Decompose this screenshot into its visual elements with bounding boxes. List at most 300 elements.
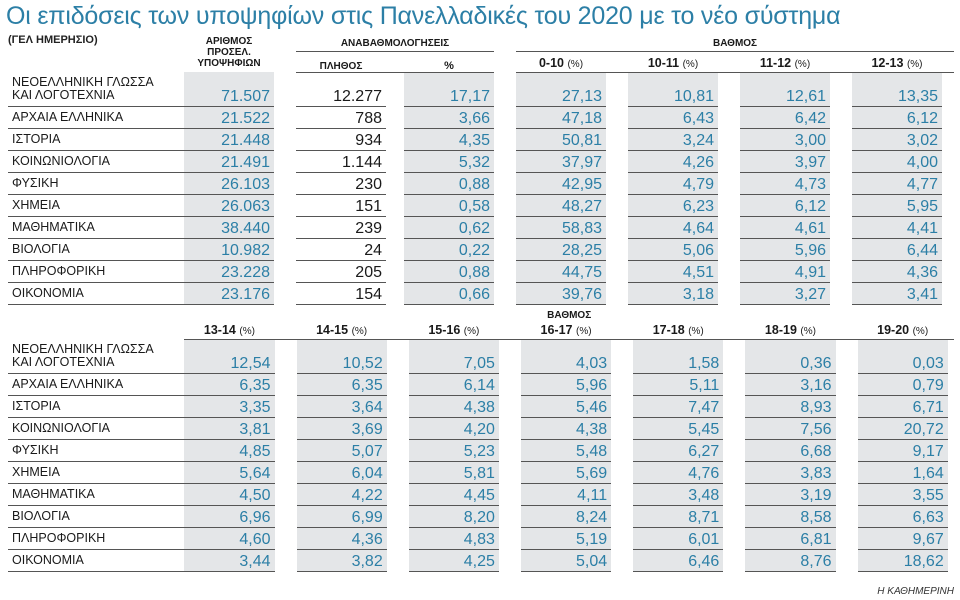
column-gap: [386, 194, 404, 216]
column-gap: [275, 550, 297, 572]
column-gap: [836, 323, 858, 340]
column-gap: [499, 462, 521, 484]
candidates-cell: 21.522: [184, 106, 274, 128]
column-gap: [948, 396, 954, 418]
subject-label: ΠΛΗΡΟΦΟΡΙΚΗ: [8, 528, 184, 550]
column-gap: [948, 418, 954, 440]
column-gap: [942, 194, 954, 216]
column-gap: [386, 172, 404, 194]
grade-pct-cell: 6,23: [628, 194, 718, 216]
grade-pct-cell: 27,13: [516, 72, 606, 106]
grade-pct-cell: 4,03: [521, 340, 611, 374]
column-gap: [386, 238, 404, 260]
grade-pct-cell: 4,77: [852, 172, 942, 194]
column-gap: [718, 172, 740, 194]
column-gap: [499, 418, 521, 440]
grade-pct-cell: 6,68: [745, 440, 835, 462]
grade-pct-cell: 7,47: [633, 396, 723, 418]
column-gap: [274, 150, 296, 172]
grade-pct-cell: 3,55: [858, 484, 948, 506]
candidates-cell: 71.507: [184, 72, 274, 106]
subject-label: ΙΣΤΟΡΙΑ: [8, 128, 184, 150]
subject-label: ΙΣΤΟΡΙΑ: [8, 396, 184, 418]
column-gap: [499, 506, 521, 528]
column-gap: [836, 340, 858, 374]
column-gap: [274, 106, 296, 128]
column-gap: [499, 340, 521, 374]
grade-pct-cell: 6,81: [745, 528, 835, 550]
table-row: [8, 484, 954, 506]
regrading-pct-cell: 5,32: [404, 150, 494, 172]
subject-label: ΜΑΘΗΜΑΤΙΚΑ: [8, 216, 184, 238]
column-gap: [942, 72, 954, 106]
table-bottom: [8, 310, 954, 572]
column-gap: [494, 172, 516, 194]
column-gap: [836, 396, 858, 418]
grade-pct-cell: 4,60: [184, 528, 274, 550]
grade-range-unit: (%): [800, 326, 816, 337]
grade-pct-cell: 4,22: [297, 484, 387, 506]
grade-pct-cell: 6,27: [633, 440, 723, 462]
grade-pct-cell: 6,42: [740, 106, 830, 128]
grade-range-header: [521, 323, 611, 340]
grade-pct-cell: 5,23: [409, 440, 499, 462]
column-gap: [275, 374, 297, 396]
grade-range-header: [184, 323, 274, 340]
grade-pct-cell: 1,64: [858, 462, 948, 484]
subject-label: ΒΙΟΛΟΓΙΑ: [8, 238, 184, 260]
column-gap: [942, 260, 954, 282]
column-gap: [718, 216, 740, 238]
column-gap: [611, 550, 633, 572]
grade-pct-cell: 6,44: [852, 238, 942, 260]
column-gap: [386, 260, 404, 282]
column-gap: [942, 238, 954, 260]
column-gap: [830, 238, 852, 260]
grade-range-unit: (%): [912, 326, 929, 337]
column-gap: [387, 506, 409, 528]
table-row: [8, 150, 954, 172]
grade-pct-cell: 0,79: [858, 374, 948, 396]
credit: Η ΚΑΘΗΜΕΡΙΝΗ: [877, 586, 954, 597]
table-row: [8, 506, 954, 528]
grade-range-label: 19-20: [877, 323, 910, 337]
grade-pct-cell: 5,64: [184, 462, 274, 484]
regrading-pct-cell: 0,62: [404, 216, 494, 238]
subject-label: ΧΗΜΕΙΑ: [8, 194, 184, 216]
grade-pct-cell: 4,64: [628, 216, 718, 238]
column-gap: [830, 72, 852, 106]
header-regrading: ΑΝΑΒΑΘΜΟΛΟΓΗΣΕΙΣ: [296, 36, 494, 52]
column-gap: [718, 282, 740, 304]
candidates-cell: 38.440: [184, 216, 274, 238]
grade-pct-cell: 6,12: [740, 194, 830, 216]
grade-pct-cell: 3,24: [628, 128, 718, 150]
column-gap: [386, 72, 404, 106]
grade-pct-cell: 12,54: [184, 340, 274, 374]
column-gap: [948, 340, 954, 374]
grade-pct-cell: 8,76: [745, 550, 835, 572]
subject-label: ΧΗΜΕΙΑ: [8, 462, 184, 484]
column-gap: [606, 150, 628, 172]
column-gap: [275, 506, 297, 528]
column-gap: [836, 440, 858, 462]
grade-pct-cell: 4,41: [852, 216, 942, 238]
grade-range-label: 12-13: [871, 55, 904, 70]
column-gap: [830, 52, 852, 72]
column-gap: [606, 282, 628, 304]
grade-pct-cell: 3,35: [184, 396, 274, 418]
grade-pct-cell: 3,82: [297, 550, 387, 572]
grade-pct-cell: 0,03: [858, 340, 948, 374]
subject-label: ΑΡΧΑΙΑ ΕΛΛΗΝΙΚΑ: [8, 106, 184, 128]
grade-pct-cell: 3,69: [297, 418, 387, 440]
grade-pct-cell: 3,44: [184, 550, 274, 572]
column-gap: [942, 52, 954, 72]
grade-range-header: [297, 323, 387, 340]
column-gap: [942, 282, 954, 304]
grade-pct-cell: 4,36: [297, 528, 387, 550]
column-gap: [606, 194, 628, 216]
grade-range-header: [858, 323, 948, 340]
column-gap: [611, 340, 633, 374]
column-gap: [274, 128, 296, 150]
grade-pct-cell: 4,83: [409, 528, 499, 550]
column-gap: [606, 128, 628, 150]
table-row: [8, 260, 954, 282]
column-gap: [611, 418, 633, 440]
column-gap: [611, 374, 633, 396]
column-gap: [606, 72, 628, 106]
grade-pct-cell: 37,97: [516, 150, 606, 172]
column-gap: [386, 128, 404, 150]
column-gap: [499, 528, 521, 550]
grade-pct-cell: 3,16: [745, 374, 835, 396]
grade-pct-cell: 5,96: [740, 238, 830, 260]
grade-range-label: 17-18: [652, 323, 685, 337]
grade-range-label: 18-19: [764, 323, 797, 337]
grade-pct-cell: 4,50: [184, 484, 274, 506]
table-row: [8, 550, 954, 572]
grade-pct-cell: 5,81: [409, 462, 499, 484]
header-percent: %: [404, 52, 494, 72]
column-gap: [723, 374, 745, 396]
column-gap: [274, 216, 296, 238]
grade-pct-cell: 4,61: [740, 216, 830, 238]
column-gap: [494, 282, 516, 304]
column-gap: [606, 238, 628, 260]
table-row: [8, 374, 954, 396]
column-gap: [723, 462, 745, 484]
column-gap: [611, 484, 633, 506]
subject-label: ΦΥΣΙΚΗ: [8, 440, 184, 462]
table-row: [8, 216, 954, 238]
grade-pct-cell: 6,12: [852, 106, 942, 128]
column-gap: [275, 462, 297, 484]
column-gap: [723, 418, 745, 440]
grade-pct-cell: 5,69: [521, 462, 611, 484]
column-gap: [942, 150, 954, 172]
grade-pct-cell: 3,81: [184, 418, 274, 440]
grade-pct-cell: 10,52: [297, 340, 387, 374]
column-gap: [274, 194, 296, 216]
column-gap: [387, 462, 409, 484]
column-gap: [948, 462, 954, 484]
column-gap: [494, 216, 516, 238]
column-gap: [942, 106, 954, 128]
grade-pct-cell: 3,18: [628, 282, 718, 304]
column-gap: [386, 282, 404, 304]
header-grade-1: ΒΑΘΜΟΣ: [516, 36, 954, 52]
regrading-count-cell: 934: [296, 128, 386, 150]
candidates-cell: 23.176: [184, 282, 274, 304]
header-grade-2: ΒΑΘΜΟΣ: [547, 310, 592, 321]
table-row: [8, 128, 954, 150]
column-gap: [723, 528, 745, 550]
column-gap: [499, 484, 521, 506]
grade-pct-cell: 6,43: [628, 106, 718, 128]
grade-pct-cell: 8,93: [745, 396, 835, 418]
grade-range-header: [409, 323, 499, 340]
grade-pct-cell: 3,83: [745, 462, 835, 484]
table-row: [8, 194, 954, 216]
grade-pct-cell: 6,46: [633, 550, 723, 572]
column-gap: [494, 238, 516, 260]
column-gap: [830, 260, 852, 282]
column-gap: [494, 194, 516, 216]
column-gap: [275, 340, 297, 374]
grade-range-label: 0-10: [538, 55, 564, 70]
grade-pct-cell: 4,25: [409, 550, 499, 572]
grade-pct-cell: 5,95: [852, 194, 942, 216]
column-gap: [942, 172, 954, 194]
regrading-pct-cell: 0,22: [404, 238, 494, 260]
column-gap: [942, 128, 954, 150]
column-gap: [387, 396, 409, 418]
grade-pct-cell: 6,35: [184, 374, 274, 396]
subject-label: ΠΛΗΡΟΦΟΡΙΚΗ: [8, 260, 184, 282]
table-row: [8, 106, 954, 128]
candidates-cell: 23.228: [184, 260, 274, 282]
grade-pct-cell: 4,11: [521, 484, 611, 506]
regrading-count-cell: 154: [296, 282, 386, 304]
subject-label: ΝΕΟΕΛΛΗΝΙΚΗ ΓΛΩΣΣΑ ΚΑΙ ΛΟΓΟΤΕΧΝΙΑ: [8, 72, 184, 106]
column-gap: [830, 216, 852, 238]
grade-range-header: [745, 323, 835, 340]
header-count: ΠΛΗΘΟΣ: [296, 52, 386, 72]
column-gap: [611, 506, 633, 528]
table-row: [8, 462, 954, 484]
grade-range-unit: (%): [351, 326, 368, 337]
column-gap: [499, 396, 521, 418]
column-gap: [611, 528, 633, 550]
grade-pct-cell: 12,61: [740, 72, 830, 106]
subject-label: ΚΟΙΝΩΝΙΟΛΟΓΙΑ: [8, 150, 184, 172]
table-top: [8, 36, 954, 305]
column-gap: [948, 323, 954, 340]
column-gap: [499, 550, 521, 572]
grade-pct-cell: 8,58: [745, 506, 835, 528]
column-gap: [718, 72, 740, 106]
column-gap: [830, 282, 852, 304]
grade-pct-cell: 6,63: [858, 506, 948, 528]
grade-pct-cell: 5,07: [297, 440, 387, 462]
grade-pct-cell: 42,95: [516, 172, 606, 194]
grade-pct-cell: 3,48: [633, 484, 723, 506]
header-candidates: ΑΡΙΘΜΟΣ ΠΡΟΣΕΛ. ΥΠΟΨΗΦΙΩΝ: [197, 36, 261, 69]
column-gap: [611, 323, 633, 340]
grade-pct-cell: 8,24: [521, 506, 611, 528]
subject-label: ΝΕΟΕΛΛΗΝΙΚΗ ΓΛΩΣΣΑ ΚΑΙ ΛΟΓΟΤΕΧΝΙΑ: [8, 340, 184, 374]
grade-pct-cell: 3,97: [740, 150, 830, 172]
column-gap: [718, 52, 740, 72]
grade-pct-cell: 3,27: [740, 282, 830, 304]
candidates-cell: 21.448: [184, 128, 274, 150]
subject-label: ΟΙΚΟΝΟΜΙΑ: [8, 550, 184, 572]
table-row: [8, 282, 954, 304]
grade-range-unit: (%): [575, 326, 592, 337]
column-gap: [494, 260, 516, 282]
candidates-cell: 21.491: [184, 150, 274, 172]
grade-range-label: 16-17: [540, 323, 573, 337]
candidates-cell: 10.982: [184, 238, 274, 260]
grade-pct-cell: 6,35: [297, 374, 387, 396]
grade-range-header: [628, 52, 718, 72]
column-gap: [386, 150, 404, 172]
column-gap: [718, 106, 740, 128]
subject-label: ΜΑΘΗΜΑΤΙΚΑ: [8, 484, 184, 506]
column-gap: [723, 484, 745, 506]
column-gap: [274, 260, 296, 282]
column-gap: [606, 52, 628, 72]
grade-pct-cell: 7,05: [409, 340, 499, 374]
column-gap: [386, 216, 404, 238]
column-gap: [836, 462, 858, 484]
column-gap: [723, 550, 745, 572]
grade-pct-cell: 0,36: [745, 340, 835, 374]
table-row: [8, 238, 954, 260]
regrading-count-cell: 205: [296, 260, 386, 282]
column-gap: [387, 440, 409, 462]
grade-range-unit: (%): [906, 58, 923, 70]
grade-pct-cell: 3,64: [297, 396, 387, 418]
grade-pct-cell: 4,38: [409, 396, 499, 418]
grade-pct-cell: 5,45: [633, 418, 723, 440]
column-gap: [836, 550, 858, 572]
grade-pct-cell: 3,19: [745, 484, 835, 506]
grade-range-label: 11-12: [759, 55, 792, 70]
subject-label: ΦΥΣΙΚΗ: [8, 172, 184, 194]
grade-pct-cell: 4,76: [633, 462, 723, 484]
regrading-count-cell: 12.277: [296, 72, 386, 106]
column-gap: [275, 323, 297, 340]
grade-pct-cell: 3,00: [740, 128, 830, 150]
subject-label: ΚΟΙΝΩΝΙΟΛΟΓΙΑ: [8, 418, 184, 440]
subject-label: ΟΙΚΟΝΟΜΙΑ: [8, 282, 184, 304]
candidates-cell: 26.063: [184, 194, 274, 216]
column-gap: [499, 323, 521, 340]
grade-range-label: 10-11: [647, 55, 680, 70]
column-gap: [830, 106, 852, 128]
column-gap: [387, 550, 409, 572]
grade-pct-cell: 6,04: [297, 462, 387, 484]
table-row: [8, 340, 954, 374]
column-gap: [387, 528, 409, 550]
column-gap: [718, 128, 740, 150]
column-gap: [387, 340, 409, 374]
column-gap: [499, 374, 521, 396]
regrading-pct-cell: 17,17: [404, 72, 494, 106]
column-gap: [723, 440, 745, 462]
grade-pct-cell: 4,85: [184, 440, 274, 462]
column-gap: [274, 172, 296, 194]
column-gap: [494, 72, 516, 106]
grade-range-label: 13-14: [203, 323, 236, 337]
column-gap: [723, 506, 745, 528]
grade-pct-cell: 4,38: [521, 418, 611, 440]
subject-label: ΑΡΧΑΙΑ ΕΛΛΗΝΙΚΑ: [8, 374, 184, 396]
grade-pct-cell: 5,11: [633, 374, 723, 396]
column-gap: [718, 260, 740, 282]
regrading-pct-cell: 3,66: [404, 106, 494, 128]
grade-pct-cell: 3,02: [852, 128, 942, 150]
regrading-count-cell: 230: [296, 172, 386, 194]
grade-pct-cell: 28,25: [516, 238, 606, 260]
column-gap: [948, 484, 954, 506]
column-gap: [948, 440, 954, 462]
grade-pct-cell: 4,45: [409, 484, 499, 506]
table-row: [8, 528, 954, 550]
column-gap: [606, 260, 628, 282]
grade-range-header: [516, 52, 606, 72]
grade-pct-cell: 4,00: [852, 150, 942, 172]
table-row: [8, 396, 954, 418]
column-gap: [387, 323, 409, 340]
grade-pct-cell: 39,76: [516, 282, 606, 304]
column-gap: [836, 418, 858, 440]
grade-pct-cell: 4,26: [628, 150, 718, 172]
column-gap: [499, 440, 521, 462]
column-gap: [606, 216, 628, 238]
column-gap: [836, 484, 858, 506]
table-row: [8, 72, 954, 106]
column-gap: [948, 550, 954, 572]
grade-range-label: 15-16: [428, 323, 461, 337]
column-gap: [723, 396, 745, 418]
grade-pct-cell: 5,06: [628, 238, 718, 260]
column-gap: [494, 128, 516, 150]
column-gap: [830, 194, 852, 216]
column-gap: [611, 396, 633, 418]
column-gap: [942, 216, 954, 238]
regrading-count-cell: 1.144: [296, 150, 386, 172]
grade-range-header: [633, 323, 723, 340]
grade-pct-cell: 3,41: [852, 282, 942, 304]
column-gap: [494, 106, 516, 128]
column-gap: [606, 172, 628, 194]
column-gap: [723, 340, 745, 374]
column-gap: [836, 506, 858, 528]
grade-range-header: [740, 52, 830, 72]
regrading-count-cell: 239: [296, 216, 386, 238]
grade-pct-cell: 5,48: [521, 440, 611, 462]
grade-pct-cell: 47,18: [516, 106, 606, 128]
grade-pct-cell: 4,51: [628, 260, 718, 282]
grade-pct-cell: 10,81: [628, 72, 718, 106]
column-gap: [836, 528, 858, 550]
grade-pct-cell: 58,83: [516, 216, 606, 238]
page-title: Οι επιδόσεις των υποψηφίων στις Πανελλαδικές του 2020 με το νέο σύστημα: [6, 2, 841, 30]
